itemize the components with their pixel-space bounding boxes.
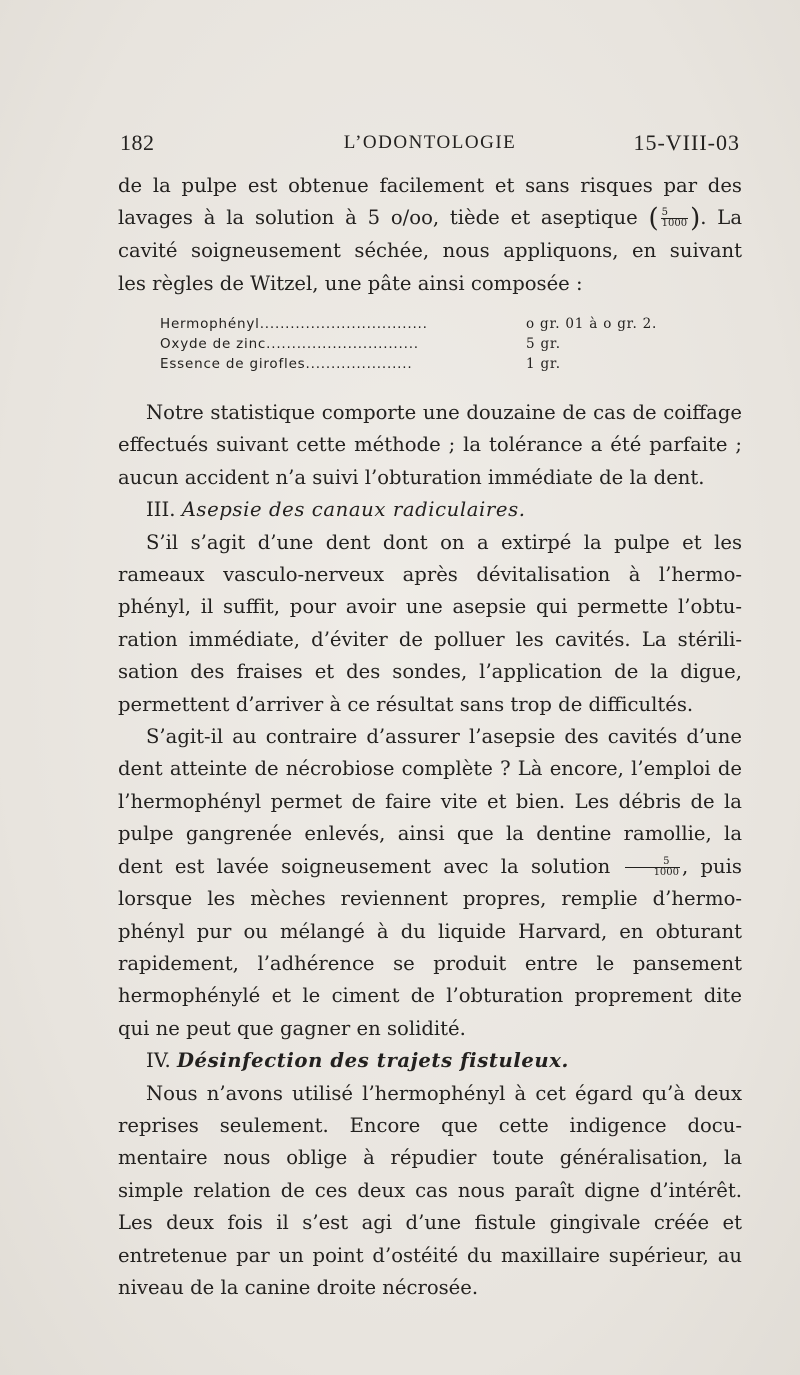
body-text xyxy=(118,397,742,1304)
paragraph-1-line-4: les règles de Witzel, une pâte ainsi composée : xyxy=(118,271,583,295)
recipe-row xyxy=(160,354,720,374)
paragraph-1-line-2: lavages à la solution à 5 o/oo, tiède et aseptique ( $\frac{5}{1000}$ ). La xyxy=(118,203,743,234)
fraction: $\frac{5}{1000}$ xyxy=(625,857,680,878)
recipe-row xyxy=(160,314,720,334)
running-header xyxy=(120,130,740,162)
paragraph-1 xyxy=(118,170,742,300)
paragraph-1-line-1: de la pulpe est obtenue facilement et sans risques par des xyxy=(118,174,742,197)
ingredient-name: Essence de girofles..................... xyxy=(160,356,413,372)
section-heading-4: IV. Désinfection des trajets fistuleux. xyxy=(146,1049,569,1073)
issue-date: 15-VIII-03 xyxy=(633,130,740,155)
recipe-row xyxy=(160,334,720,354)
paragraph-1-line-3: cavité soigneusement séchée, nous appliquons, en suivant xyxy=(118,239,742,263)
journal-title: L’ODONTOLOGIE xyxy=(343,132,517,153)
ingredient-quantity: 5 gr. xyxy=(526,336,561,352)
paragraph-4: S’agit-il au contraire d’assurer l’asepsie des cavités d’une dent atteinte de nécrobiose complète ? Là encore, l’emploi de l’hermophényl permet de faire vite et bien. Les débris de la pulpe gangrenée enlevés, ainsi que la dentine ramollie, la dent est lavée soigneusement avec la solution $\frac{5}{1000}$ , puis lorsque les mèches reviennent propres, remplie d’hermo-phényl pur ou mélangé à du liquide Harvard, en obturant rapidement, l’adhérence se produit entre le pansement hermophénylé et le ciment de l’obturation proprement dite qui ne peut que gagner en solidité. xyxy=(118,725,742,1040)
ingredient-name: Hermophényl................................. xyxy=(160,316,428,332)
recipe-list xyxy=(160,314,720,374)
page-number: 182 xyxy=(120,130,155,155)
paragraph-2: Notre statistique comporte une douzaine de cas de coiffage effectués suivant cette méthode ; la tolérance a été parfaite ; aucun accident n’a suivi l’obturation immédiate de la dent. xyxy=(118,401,742,489)
ingredient-name: Oxyde de zinc.............................. xyxy=(160,336,419,352)
paragraph-5: Nous n’avons utilisé l’hermophényl à cet égard qu’à deux reprises seulement. Encore que cette indigence docu-mentaire nous oblige à répudier toute généralisation, la simple relation de ces deux cas nous paraît digne d’intérêt. Les deux fois il s’est agi d’une fistule gingivale créée et entretenue par un point d’ostéité du maxillaire supérieur, au niveau de la canine droite nécrosée. xyxy=(118,1081,742,1299)
fraction: $\frac{5}{1000}$ xyxy=(661,207,688,230)
paragraph-3: S’il s’agit d’une dent dont on a extirpé la pulpe et les rameaux vasculo-nerveux après dévitalisation à l’hermo-phényl, il suffit, pour avoir une asepsie qui permette l’obtu-ration immédiate, d’éviter de polluer les cavités. La stérili-sation des fraises et des sondes, l’application de la digue, permettent d’arriver à ce résultat sans trop de difficultés. xyxy=(118,530,742,716)
section-heading-3: III. Asepsie des canaux radiculaires. xyxy=(146,498,526,522)
ingredient-quantity: 1 gr. xyxy=(526,356,561,372)
ingredient-quantity: o gr. 01 à o gr. 2. xyxy=(526,316,658,332)
